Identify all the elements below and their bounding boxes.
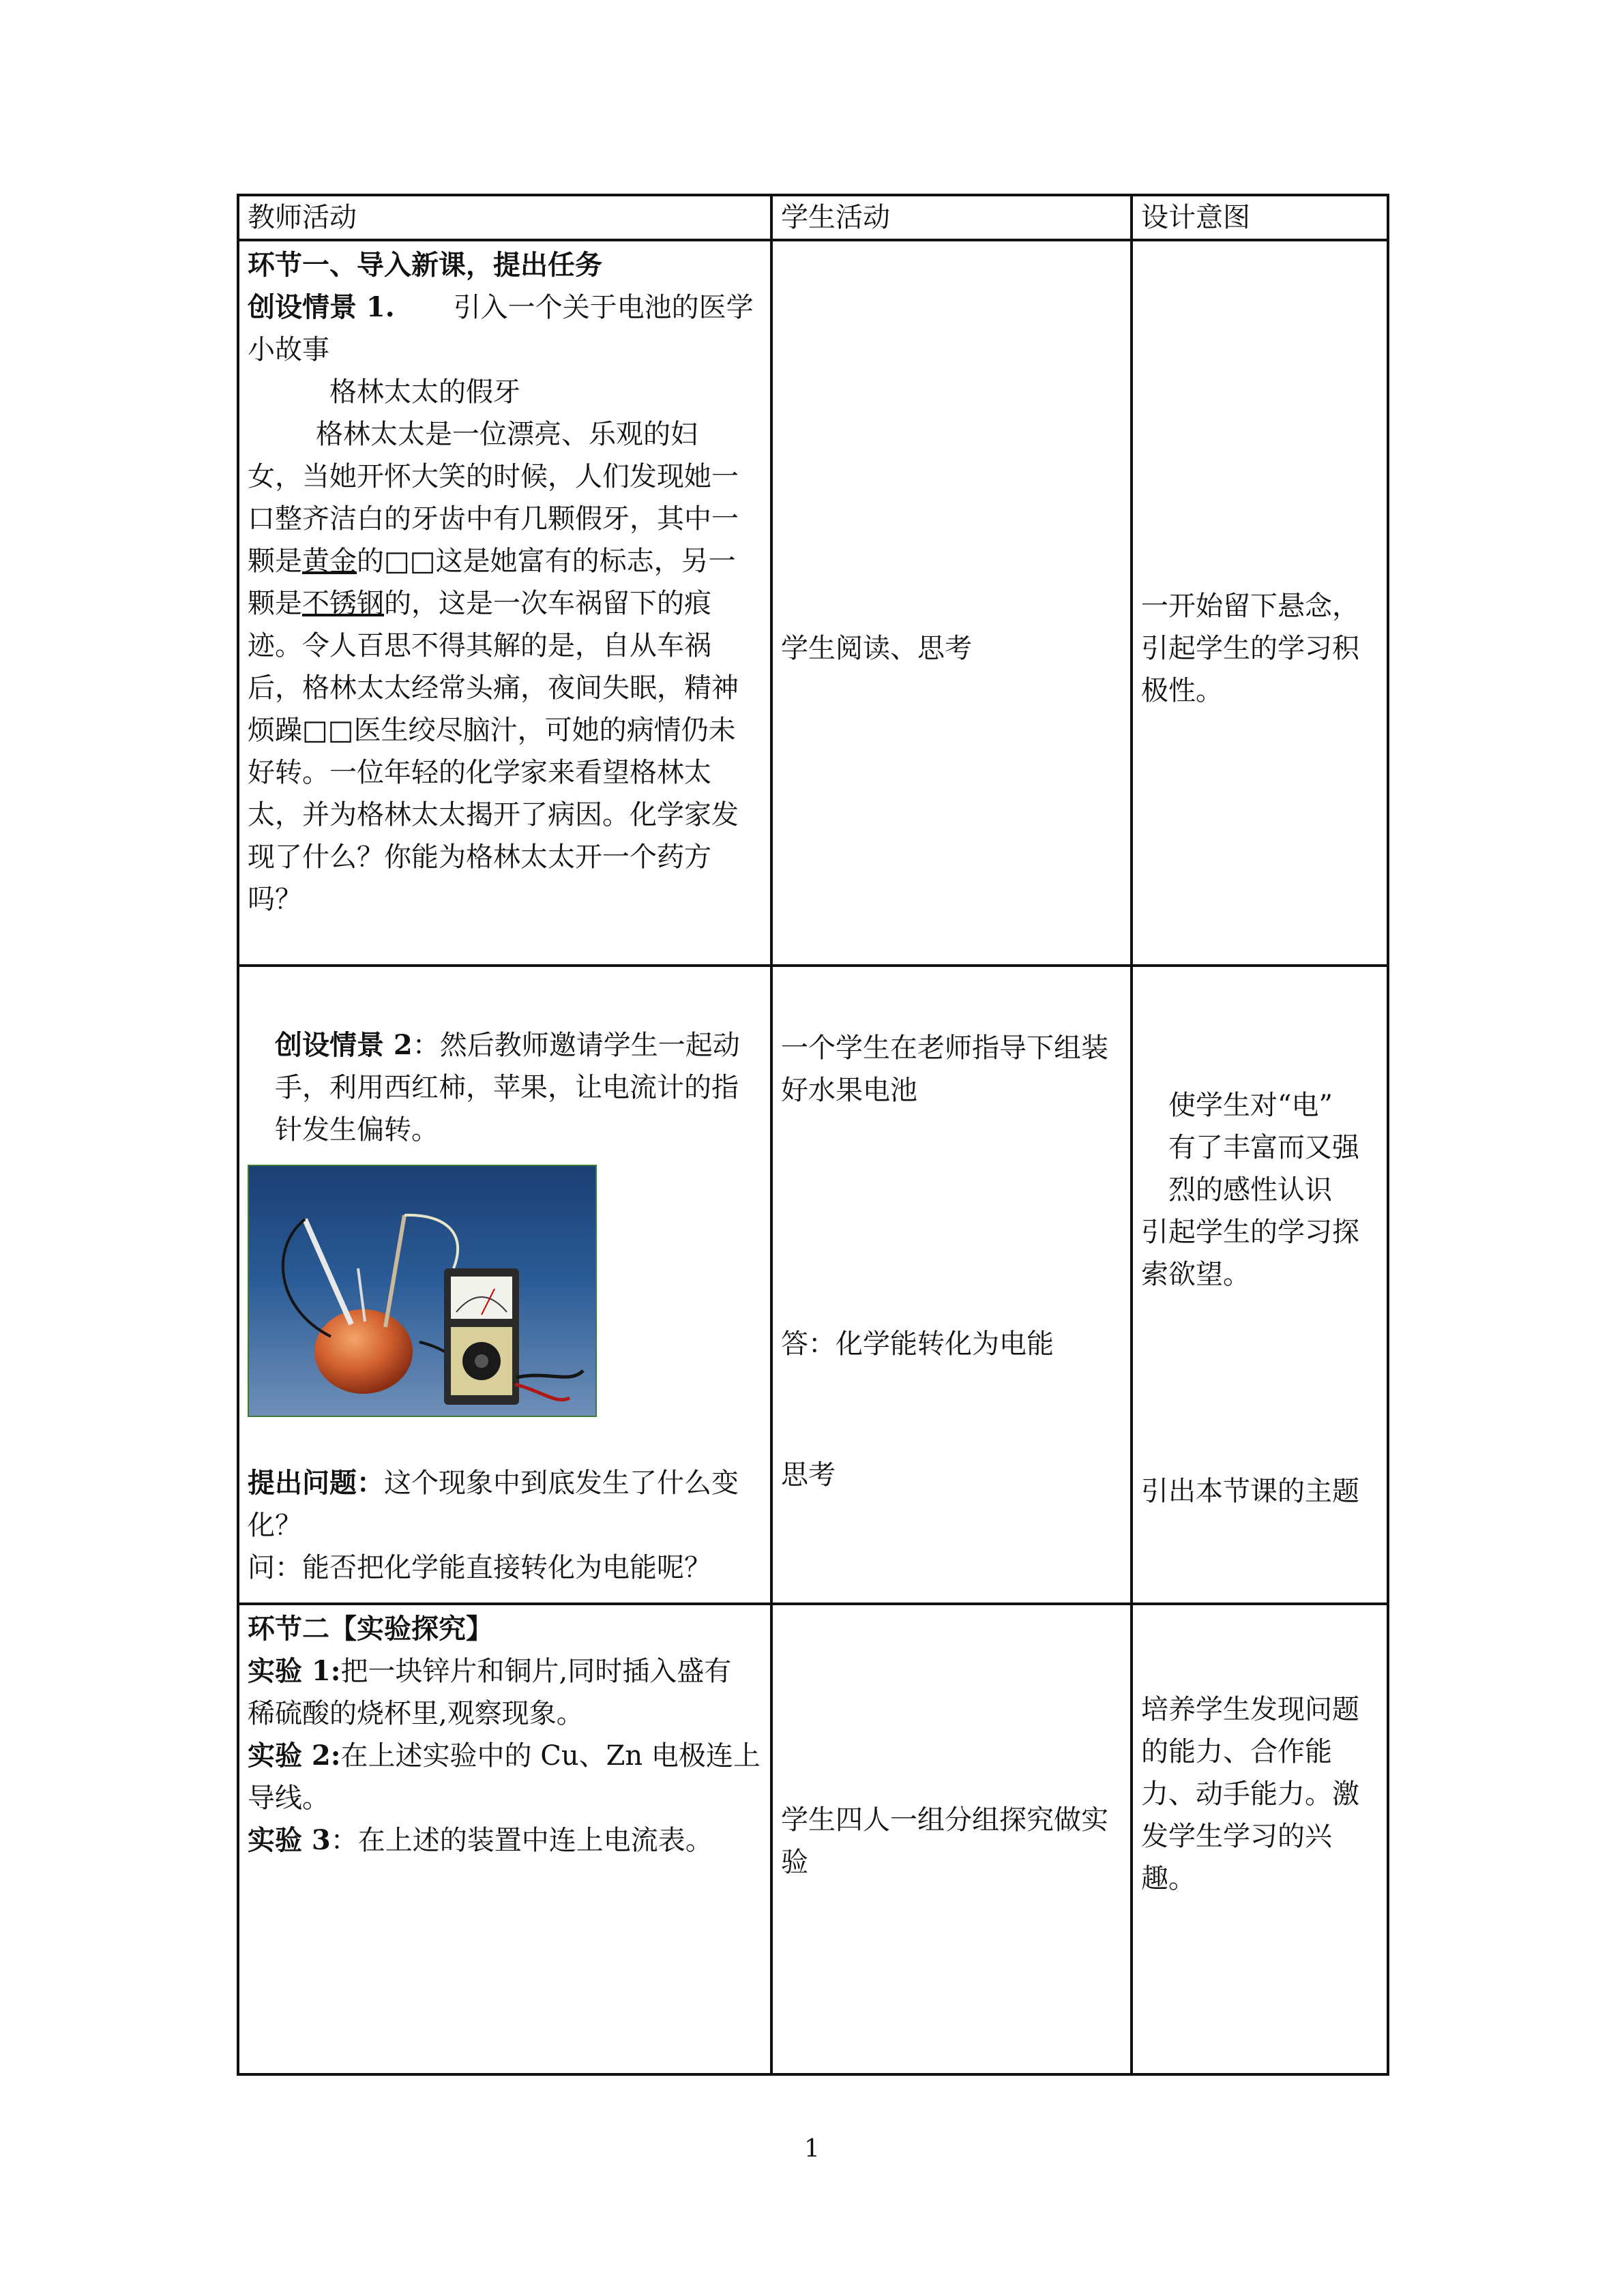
intent-line: 使学生对“电” <box>1168 1090 1333 1121</box>
black-lead <box>516 1371 583 1377</box>
scene1-label: 创设情景 1. <box>248 291 395 323</box>
story-text: 的□□这是她富有的标志，另一 <box>357 546 736 577</box>
row2-student-cell <box>771 966 1132 1604</box>
student-answer: 答：化学能转化为电能 <box>781 1328 1054 1360</box>
story-line: 女，当她开怀大笑的时候，人们发现她一 <box>248 461 739 492</box>
intent-line: 引起学生的学习积 <box>1141 633 1359 664</box>
intent-line: 的能力、合作能 <box>1141 1736 1332 1768</box>
story-line: 迹。令人百思不得其解的是，自从车祸 <box>248 630 711 661</box>
underlined-gold: 黄金 <box>302 546 357 577</box>
intent-line: 培养学生发现问题 <box>1141 1694 1359 1725</box>
exp1-text: 把一块锌片和铜片,同时插入盛有 <box>340 1656 732 1687</box>
exp1-line <box>248 1650 762 1693</box>
story-title: 格林太太的假牙 <box>329 376 520 408</box>
intent-line: 一开始留下悬念， <box>1141 591 1359 622</box>
student-line: 好水果电池 <box>781 1075 917 1106</box>
question-text: 这个现象中到底发生了什么变 <box>384 1467 739 1499</box>
fruit-battery-photo <box>248 1165 597 1417</box>
exp2-line: 导线。 <box>248 1783 329 1814</box>
question-block <box>239 1417 770 1589</box>
student-line: 学生四人一组分组探究做实 <box>781 1804 1108 1836</box>
row2-intent-cell <box>1132 966 1388 1604</box>
row3-student-cell <box>771 1604 1132 2074</box>
row1-intent-cell <box>1132 240 1388 966</box>
header-teacher-cell <box>238 195 771 240</box>
underlined-steel: 不锈钢 <box>302 588 384 619</box>
row1-title: 环节一、导入新课，提出任务 <box>248 249 602 281</box>
story-line: 现了什么？你能为格林太太开一个药方 <box>248 841 711 873</box>
header-student: 学生活动 <box>781 202 890 233</box>
question-label: 提出问题： <box>248 1467 384 1499</box>
exp3-line <box>248 1819 762 1862</box>
story-line: 吗？ <box>248 884 302 915</box>
exp1-line: 稀硫酸的烧杯里,观察现象。 <box>248 1698 584 1729</box>
intent-line: 趣。 <box>1141 1863 1196 1894</box>
header-intent: 设计意图 <box>1141 202 1250 233</box>
question-line: 问：能否把化学能直接转化为电能呢？ <box>248 1552 711 1583</box>
student-think: 思考 <box>781 1459 836 1491</box>
intent-line: 发学生学习的兴 <box>1141 1821 1332 1852</box>
scene1-line <box>248 286 762 329</box>
story-line-steel <box>248 582 762 625</box>
scene2-line: 手，利用西红柿，苹果，让电流计的指 <box>275 1072 739 1103</box>
row3-title: 环节二【实验探究】 <box>248 1613 493 1645</box>
story-line: 格林太太是一位漂亮、乐观的妇 <box>316 419 698 450</box>
wire <box>283 1219 331 1337</box>
intent-line: 力、动手能力。激 <box>1141 1778 1359 1810</box>
story-line-gold <box>248 540 762 582</box>
story-text: 的，这是一次车祸留下的痕 <box>384 588 711 619</box>
intent-theme: 引出本节课的主题 <box>1141 1476 1359 1507</box>
student-line: 一个学生在老师指导下组装 <box>781 1032 1108 1064</box>
row1-student-activity: 学生阅读、思考 <box>781 633 972 664</box>
scene2-block <box>239 967 770 1151</box>
table-row-experiment <box>238 1604 1388 2074</box>
question-line <box>248 1462 762 1504</box>
wire <box>404 1215 458 1268</box>
row1-student-cell <box>771 240 1132 966</box>
story-line: 口整齐洁白的牙齿中有几颗假牙，其中一 <box>248 503 739 535</box>
row3-intent-cell <box>1132 1604 1388 2074</box>
scene2-line: 针发生偏转。 <box>275 1114 439 1146</box>
electrode-rod <box>305 1219 351 1324</box>
lesson-plan-table <box>237 194 1389 2076</box>
fruit-battery-illustration <box>249 1166 595 1416</box>
table-row-intro <box>238 240 1388 966</box>
scene2-label: 创设情景 2 <box>275 1029 413 1061</box>
meter-knob-center <box>475 1354 488 1368</box>
scene1-text-b: 小故事 <box>248 334 329 366</box>
page-number: 1 <box>804 2135 820 2163</box>
student-line: 验 <box>781 1847 808 1878</box>
table-row-fruit-battery <box>238 966 1388 1604</box>
electrode-rod <box>385 1215 404 1327</box>
story-line: 后，格林太太经常头痛，夜间失眠，精神 <box>248 672 739 704</box>
table-header-row <box>238 195 1388 240</box>
header-teacher: 教师活动 <box>248 202 357 233</box>
header-student-cell <box>771 195 1132 240</box>
row1-intent-block <box>1133 585 1387 712</box>
exp3-text: ：在上述的装置中连上电流表。 <box>330 1825 713 1856</box>
story-line: 烦躁□□医生绞尽脑汁，可她的病情仍未 <box>248 715 736 746</box>
row3-student-block <box>773 1799 1130 1883</box>
header-intent-cell <box>1132 195 1388 240</box>
intent-line: 引起学生的学习探 <box>1141 1217 1359 1248</box>
exp2-label: 实验 2: <box>248 1740 341 1772</box>
question-line: 化？ <box>248 1510 302 1541</box>
story-line: 太，并为格林太太揭开了病因。化学家发 <box>248 799 739 831</box>
exp2-line <box>248 1735 762 1777</box>
intent-line: 极性。 <box>1141 675 1223 706</box>
exp2-text: 在上述实验中的 Cu、Zn 电极连上 <box>340 1740 761 1772</box>
exp1-label: 实验 1: <box>248 1655 341 1687</box>
story-text: 颗是 <box>248 546 302 577</box>
intent-line: 索欲望。 <box>1141 1259 1250 1290</box>
intent-line: 有了丰富而又强 <box>1168 1132 1359 1163</box>
exp3-label: 实验 3 <box>248 1824 331 1856</box>
row3-teacher-cell <box>238 1604 771 2074</box>
story-line: 好转。一位年轻的化学家来看望格林太 <box>248 757 711 788</box>
intent-line: 烈的感性认识 <box>1168 1174 1332 1206</box>
row3-intent-block <box>1133 1688 1387 1900</box>
apple-shape <box>314 1309 413 1394</box>
row2-teacher-cell <box>238 966 771 1604</box>
scene2-line <box>275 1024 762 1067</box>
scene1-text-a: 引入一个关于电池的医学 <box>453 292 754 323</box>
scene2-text: ：然后教师邀请学生一起动 <box>412 1030 740 1061</box>
story-text: 颗是 <box>248 588 302 619</box>
red-lead <box>515 1384 570 1400</box>
row2-student-block <box>773 1027 1130 1112</box>
row2-intent-block <box>1133 1084 1387 1296</box>
row1-teacher-cell <box>238 240 771 966</box>
